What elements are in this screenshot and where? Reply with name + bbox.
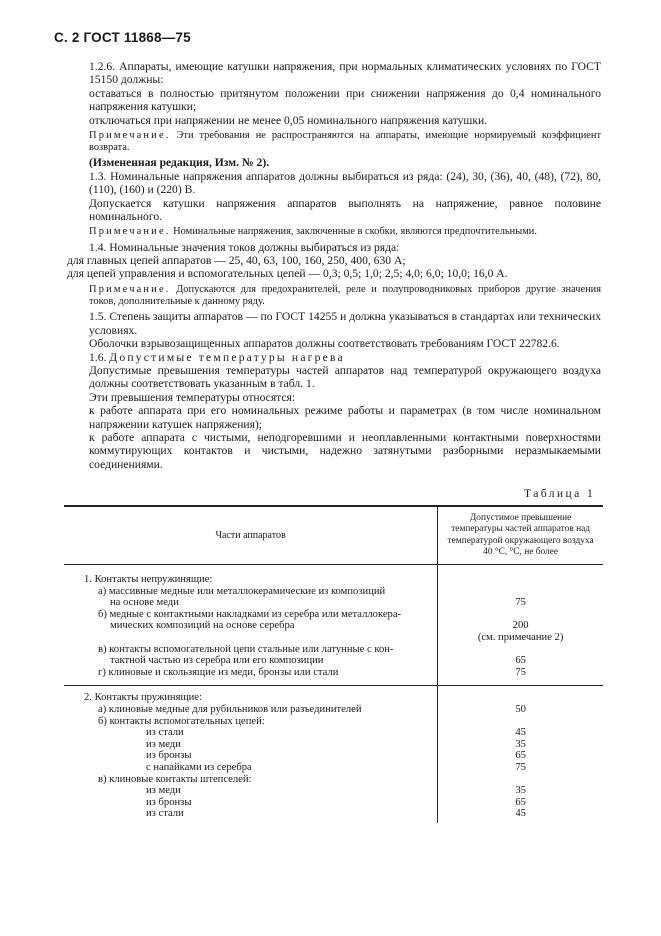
paragraph: 1.3. Номинальные напряжения аппаратов должны выбираться из ряда: (24), 30, (36), 40, (48), (72), 80, (110), (160) и (220) В. [89,169,601,197]
table-subitem: с напайками из серебра [146,761,252,773]
note-label: Примечание. [89,130,171,142]
section-heading [89,351,601,364]
paragraph: отключаться при напряжении не менее 0,05 номинального напряжения катушки. [89,113,488,127]
table-subitem: из стали [146,727,184,739]
paragraph: 1.4. Номинальные значения токов должны выбираться из ряда: [89,240,400,254]
section-title: 2. Контакты пружинящие: [84,692,202,704]
paragraph: к работе аппарата с чистыми, неподгоревшими и неоплавленными контактными поверхностями коммутирующих контактов и чистыми, надежно затянутыми разборными неразмыкаемыми соединениями. [89,430,601,471]
paragraph: для главных цепей аппаратов — 25, 40, 63, 100, 160, 250, 400, 630 А; [67,254,406,268]
table-item: б) контакты вспомогательных цепей: [98,715,265,727]
table-value-note: (см. примечание 2) [477,631,564,643]
section-title: 1. Контакты непружинящие: [84,574,213,585]
table-subitem: из стали [146,808,184,820]
table-subitem: из меди [146,785,181,797]
table-subitem: из бронзы [146,796,192,808]
paragraph: Эти превышения температуры относятся: [89,390,296,404]
table-value: 65 [515,655,526,667]
paragraph: оставаться в полностью притянутом положении при снижении напряжения до 0,4 номинального напряжения катушки; [89,86,601,114]
paragraph: к работе аппарата при его номинальных режиме работы и параметрах (в том числе номинальном напряжении катушек напряжения); [89,404,601,431]
section-number: 1.6. [89,350,110,364]
table-value: 75 [515,666,526,678]
table-item: а) массивные медные или металлокерамические из композиций [98,585,386,597]
note-label: Примечание. [89,283,171,295]
table-value: 50 [515,703,526,715]
note-text: Номинальные напряжения, заключенные в скобки, являются предпочтительными. [170,226,537,238]
column-header-temperature: Допустимое превышение температуры частей аппаратов над температурой окружающего воздуха 40 °С, °С, не более [438,506,603,565]
note [89,226,601,238]
note-label: Примечание. [89,226,171,238]
table-value: 35 [515,785,526,797]
table-value: 35 [515,738,526,750]
table-value: 65 [515,750,526,762]
table-value: 65 [515,796,526,808]
table-item-continuation: на основе меди [110,597,179,609]
table-subitem: из меди [146,738,181,750]
temperature-table [64,505,603,823]
column-header-parts: Части аппаратов [64,506,438,565]
table-item: в) контакты вспомогательной цепи стальные или латунные с кон- [98,643,394,655]
page-header: С. 2 ГОСТ 11868—75 [54,30,191,45]
note-text: Допускаются для предохранителей, реле и полупроводниковых приборов другие значения токов, дополнительные к данному ряду. [89,283,601,308]
paragraph: Допустимые превышения температуры частей аппаратов над температурой окружающего воздуха должны соответствовать указанным в табл. 1. [89,363,601,391]
table-item: а) клиновые медные для рубильников или разъединителей [98,703,362,715]
table-value: 75 [515,761,526,773]
table-section-2 [64,686,603,823]
table-section-1 [64,565,603,686]
section-title: Допустимые температуры нагрева [109,350,345,364]
table-item: в) клиновые контакты штепселей: [98,773,252,785]
paragraph: для цепей управления и вспомогательных цепей — 0,3; 0,5; 1,0; 2,5; 4,0; 6,0; 10,0; 16,0 А. [67,267,508,281]
paragraph: Допускается катушки напряжения аппаратов выполнять на напряжение, равное половине номинального. [89,196,601,224]
paragraph: Оболочки взрывозащищенных аппаратов должны соответствовать требованиям ГОСТ 22782.6. [89,337,560,351]
document-body [67,60,601,471]
table-caption: Таблица 1 [524,487,596,500]
note [89,130,601,154]
table-item-continuation: мических композиций на основе серебра [110,620,295,632]
paragraph: 1.5. Степень защиты аппаратов — по ГОСТ 14255 и должна указываться в стандартах или технических условиях. [89,310,601,337]
table-subitem: из бронзы [146,750,192,762]
table-value: 200 [512,620,529,632]
table-value: 75 [515,597,526,609]
table-item-continuation: тактной частью из серебра или его композиции [110,655,324,667]
note-text: Эти требования не распространяются на аппараты, имеющие нормируемый коэффициент возврата. [89,130,601,154]
table-item: г) клиновые и скользящие из меди, бронзы или стали [98,666,339,678]
table-header-row [64,506,603,565]
table-value: 45 [515,727,526,739]
note [89,284,601,308]
revision-note: (Измененная редакция, Изм. № 2). [89,156,270,170]
table-item: б) медные с контактными накладками из серебра или металлокера- [98,608,402,620]
table-value: 45 [515,808,526,820]
paragraph: 1.2.6. Аппараты, имеющие катушки напряжения, при нормальных климатических условиях по ГОСТ 15150 должны: [89,60,601,87]
